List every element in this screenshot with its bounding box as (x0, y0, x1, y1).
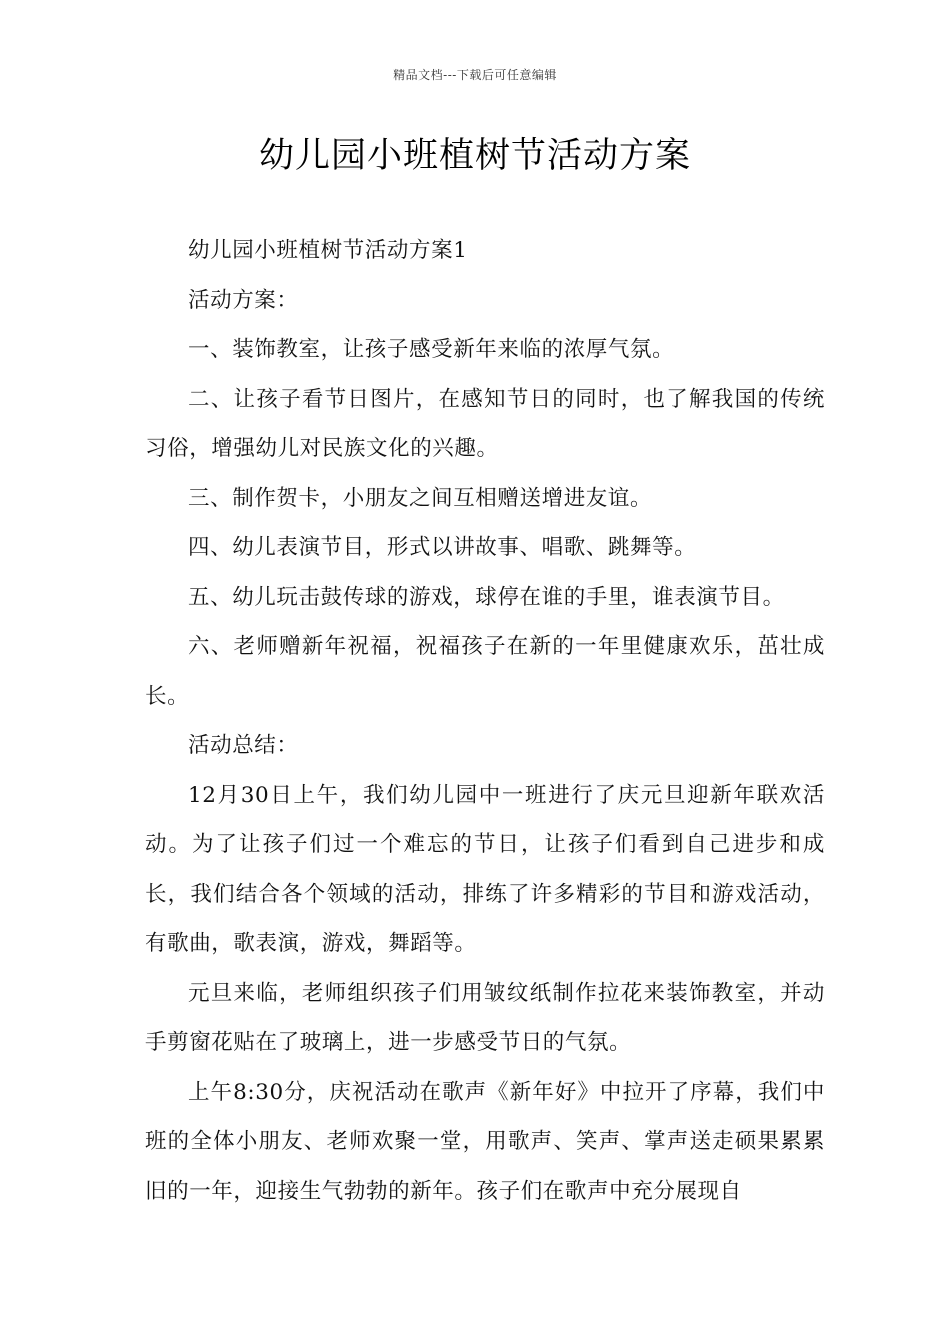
paragraph-summary-3: 上午8:30分，庆祝活动在歌声《新年好》中拉开了序幕，我们中班的全体小朋友、老师欢聚一堂，用歌声、笑声、掌声送走硕果累累旧的一年，迎接生气勃勃的新年。孩子们在歌声中充分展现自 (145, 1079, 825, 1204)
paragraph-plan-label: 活动方案： (188, 287, 299, 313)
paragraph-item-5: 五、幼儿玩击鼓传球的游戏，球停在谁的手里，谁表演节目。 (188, 584, 785, 610)
paragraph-item-1: 一、装饰教室，让孩子感受新年来临的浓厚气氛。 (188, 337, 675, 362)
paragraph-summary-2: 元旦来临，老师组织孩子们用皱纹纸制作拉花来装饰教室，并动手剪窗花贴在了玻璃上，进一步感受节日的气氛。 (145, 980, 825, 1055)
paragraph-section-heading: 幼儿园小班植树节活动方案1 (188, 238, 468, 263)
header-note: 精品文档---下载后可任意编辑 (393, 68, 557, 82)
paragraph-item-3: 三、制作贺卡，小朋友之间互相赠送增进友谊。 (188, 485, 653, 511)
paragraph-summary-label: 活动总结： (188, 733, 299, 758)
document-title: 幼儿园小班植树节活动方案 (258, 136, 691, 176)
document-body (145, 226, 825, 1216)
paragraph-item-4: 四、幼儿表演节目，形式以讲故事、唱歌、跳舞等。 (188, 535, 697, 560)
paragraph-summary-1: 12月30日上午，我们幼儿园中一班进行了庆元旦迎新年联欢活动。为了让孩子们过一个难忘的节日，让孩子们看到自己进步和成长，我们结合各个领域的活动，排练了许多精彩的节目和游戏活动，有歌曲，歌表演，游戏，舞蹈等。 (145, 782, 825, 956)
paragraph-item-2: 二、让孩子看节日图片，在感知节日的同时，也了解我国的传统习俗，增强幼儿对民族文化的兴趣。 (145, 386, 825, 461)
paragraph-item-6: 六、老师赠新年祝福，祝福孩子在新的一年里健康欢乐，茁壮成长。 (145, 634, 825, 709)
